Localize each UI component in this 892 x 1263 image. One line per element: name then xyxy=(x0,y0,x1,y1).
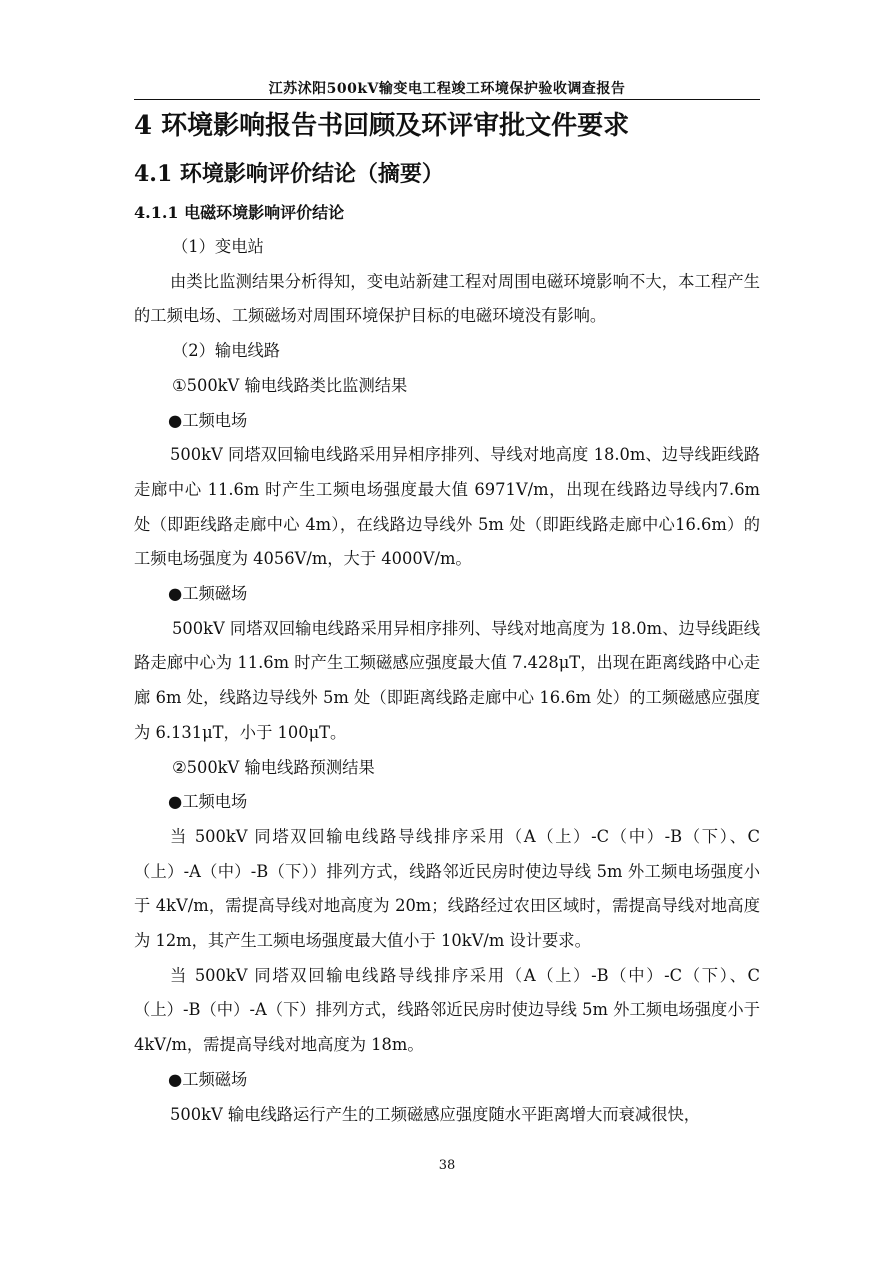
magnetic-field-bullet-1: ●工频磁场 xyxy=(168,584,248,604)
analog-monitoring-label: ①500kV 输电线路类比监测结果 xyxy=(172,375,408,395)
magnetic-field-paragraph-2: 500kV 输电线路运行产生的工频磁感应强度随水平距离增大而衰减很快， xyxy=(170,1104,701,1124)
prediction-results-label: ②500kV 输电线路预测结果 xyxy=(172,757,375,777)
magnetic-field-paragraph-1: 500kV 同塔双回输电线路采用异相序排列、导线对地高度为 18.0m、边导线距线路走廊中心为 11.6m 时产生工频磁感应强度最大值 7.428μT，出现在距离线路中心走廊 6m 处，线路边导线外 5m 处（即距离线路走廊中心 16.6m 处）的工频磁感应强度为 6.131μT，小于 100μT。 xyxy=(134,618,760,742)
section-heading: 4.1 环境影响评价结论（摘要） xyxy=(134,161,444,187)
transmission-line-label: （2）输电线路 xyxy=(172,341,281,361)
running-header: 江苏沭阳500kV输变电工程竣工环境保护验收调查报告 xyxy=(268,81,626,97)
chapter-heading: 4 环境影响报告书回顾及环评审批文件要求 xyxy=(134,111,630,141)
electric-field-paragraph-1: 500kV 同塔双回输电线路采用异相序排列、导线对地高度 18.0m、边导线距线路走廊中心 11.6m 时产生工频电场强度最大值 6971V/m，出现在线路边导线内7.6m 处（即距线路走廊中心 4m），在线路边导线外 5m 处（即距线路走廊中心16.6m）的工频电场强度为 4056V/m，大于 4000V/m。 xyxy=(134,445,760,569)
electric-field-paragraph-2b: 当 500kV 同塔双回输电线路导线排序采用（A（上）-B（中）-C（下）、C（上）-B（中）-A（下）排列方式，线路邻近民房时使边导线 5m 外工频电场强度小于 4kV/m，需提高导线对地高度为 18m。 xyxy=(134,965,760,1055)
page-number: 38 xyxy=(438,1158,456,1173)
electric-field-bullet-2: ●工频电场 xyxy=(168,792,248,812)
magnetic-field-bullet-2: ●工频磁场 xyxy=(168,1069,248,1089)
header-rule xyxy=(134,99,760,100)
electric-field-bullet-1: ●工频电场 xyxy=(168,410,248,430)
electric-field-paragraph-2a: 当 500kV 同塔双回输电线路导线排序采用（A（上）-C（中）-B（下）、C（上）-A（中）-B（下））排列方式，线路邻近民房时使边导线 5m 外工频电场强度小于 4kV/m，需提高导线对地高度为 20m；线路经过农田区域时，需提高导线对地高度为 12m，其产生工频电场强度最大值小于 10kV/m 设计要求。 xyxy=(134,826,760,951)
subsection-heading: 4.1.1 电磁环境影响评价结论 xyxy=(134,203,345,222)
page-content xyxy=(134,104,760,1132)
substation-paragraph: 由类比监测结果分析得知，变电站新建工程对周围电磁环境影响不大，本工程产生的工频电场、工频磁场对周围环境保护目标的电磁环境没有影响。 xyxy=(134,271,760,326)
substation-label: （1）变电站 xyxy=(172,237,264,256)
